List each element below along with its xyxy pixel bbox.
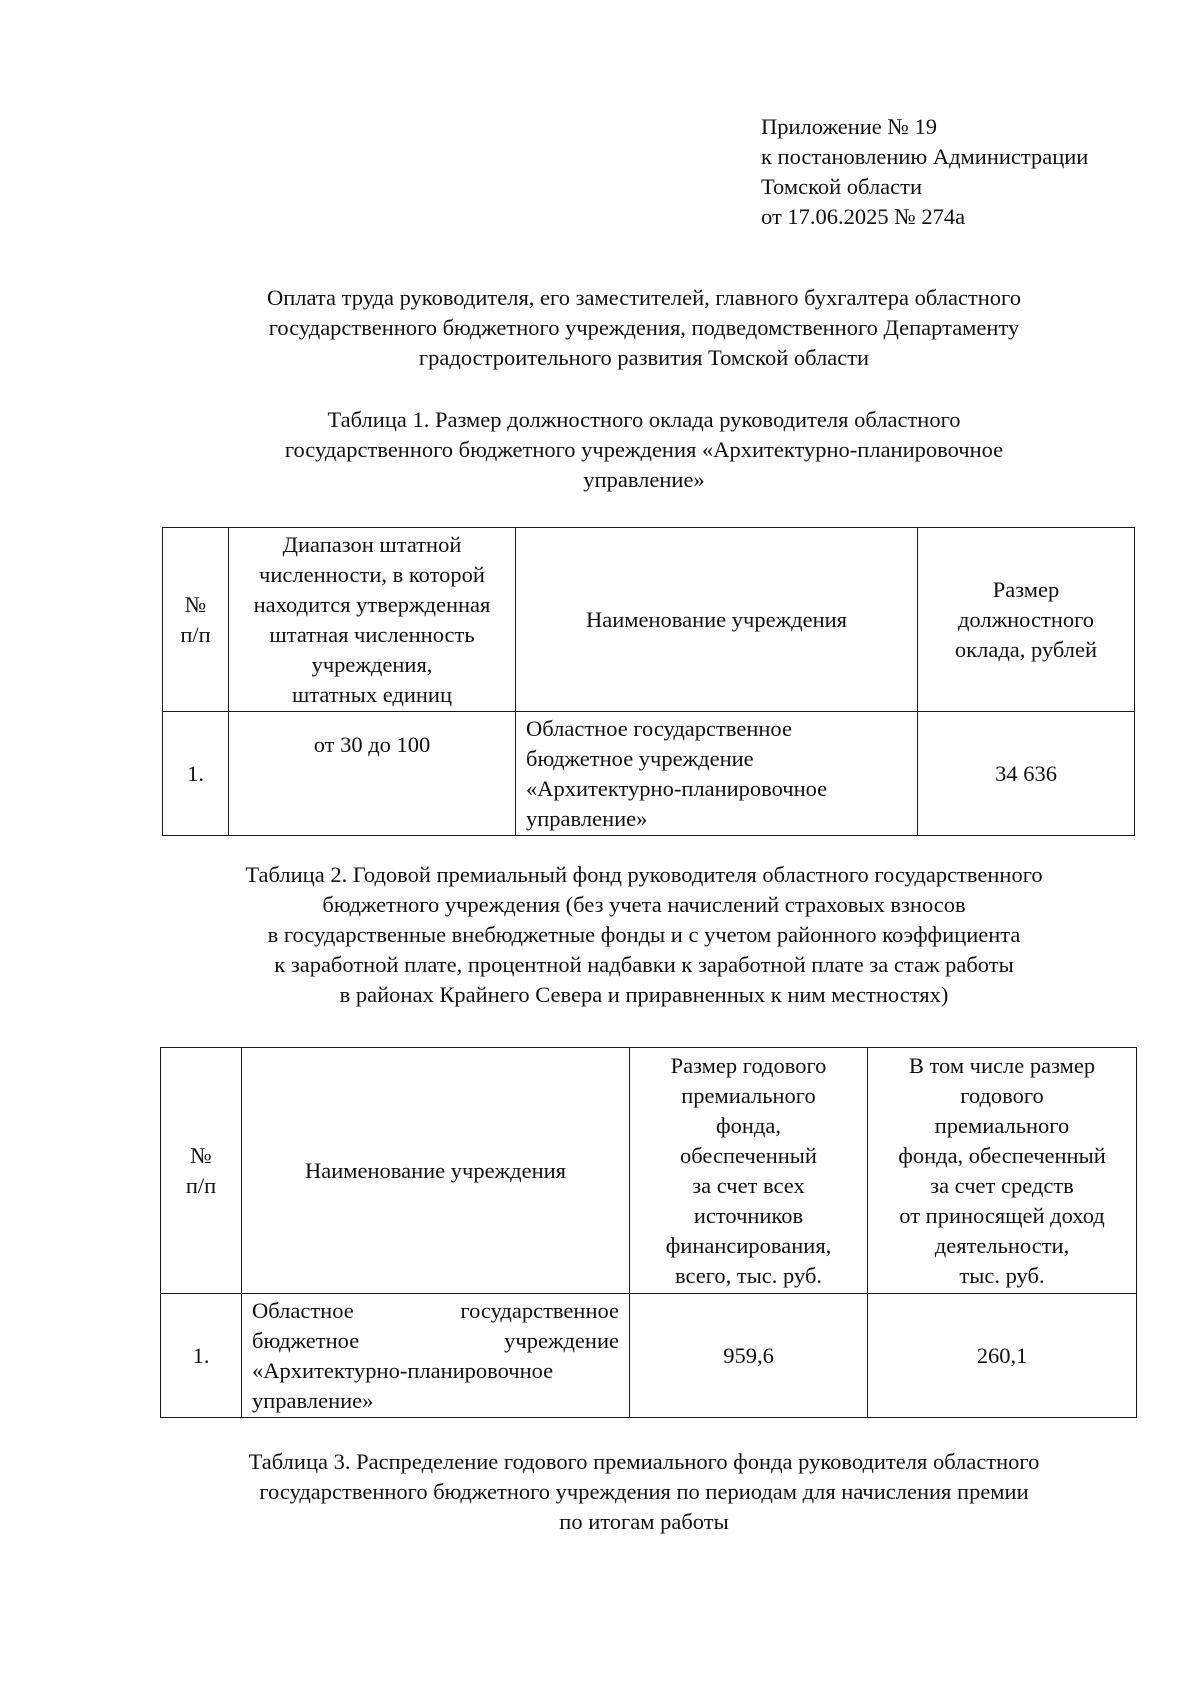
table1-cell-salary: 34 636 [918, 712, 1135, 836]
table2-cell-name-line: «Архитектурно-планировочное [252, 1357, 554, 1383]
table1-header-row [163, 528, 1135, 712]
document-title-line: государственного бюджетного учреждения, подведомственного Департаменту [268, 315, 1020, 340]
table1-header-range-line: находится утвержденная [253, 591, 491, 617]
table1-header-num-line: № [184, 591, 207, 617]
table1-header-num [163, 528, 229, 712]
table1 [162, 527, 1135, 836]
appendix-header-line: к постановлению Администрации [761, 144, 1089, 169]
table1-caption-line: государственного бюджетного учреждения «Архитектурно-планировочное [284, 437, 1004, 462]
appendix-header [761, 112, 1088, 232]
table2-header-total-line: источников [693, 1202, 804, 1228]
appendix-header-line: Приложение № 19 [761, 114, 937, 139]
table2-header-total-line: всего, тыс. руб. [674, 1262, 823, 1288]
table2-header-income-line: фонда, обеспеченный [898, 1142, 1106, 1168]
table1-header-range-line: численности, в которой [259, 561, 485, 587]
table2-caption-line: в районах Крайнего Севера и приравненных к ним местностях) [339, 982, 949, 1007]
table2-header-num-line: п/п [185, 1172, 217, 1198]
table-row [163, 712, 1135, 836]
table1-caption [100, 405, 1188, 495]
table1-header-salary-line: должностного [957, 606, 1095, 632]
table2-header-total-line: премиального [681, 1082, 816, 1108]
table3-caption [100, 1447, 1188, 1537]
table2-header-name: Наименование учреждения [242, 1048, 630, 1294]
table1-header-salary-line: Размер [992, 576, 1060, 602]
table2-cell-name-word: учреждение [504, 1327, 619, 1353]
table2-header-total-line: обеспеченный [680, 1142, 817, 1168]
table2-header-total-line: финансирования, [665, 1232, 832, 1258]
table2-caption-line: Таблица 2. Годовой премиальный фонд руководителя областного государственного [245, 862, 1043, 887]
table3-caption-line: по итогам работы [559, 1509, 729, 1534]
appendix-header-line: от 17.06.2025 № 274а [761, 204, 966, 229]
table1-cell-name-line: управление» [526, 805, 648, 831]
table2-header-num [161, 1048, 242, 1294]
table1-cell-name-line: Областное государственное [526, 715, 792, 741]
table1-header-range-line: Диапазон штатной [282, 531, 462, 557]
table2-cell-num: 1. [161, 1294, 242, 1418]
table1-cell-name-line: бюджетное учреждение [526, 745, 754, 771]
table2-cell-name-word: государственное [460, 1297, 619, 1323]
table2-header-income-line: за счет средств [930, 1172, 1074, 1198]
table1-cell-name [516, 712, 918, 836]
document-title-line: градостроительного развития Томской области [418, 345, 870, 370]
table2-cell-name-line [252, 1296, 619, 1326]
table1-header-range-line: штатная численность [269, 621, 475, 647]
table2-caption-line: бюджетного учреждения (без учета начислений страховых взносов [322, 892, 966, 917]
table2-cell-name-word: Областное [252, 1297, 354, 1323]
table2-cell-total: 959,6 [630, 1294, 868, 1418]
table1-cell-range: от 30 до 100 [229, 712, 516, 836]
table2-header-income-line: тыс. руб. [959, 1262, 1045, 1288]
table2-header-income-line: деятельности, [934, 1232, 1070, 1258]
table2 [160, 1047, 1137, 1418]
table2-header-income-line: годового [960, 1082, 1044, 1108]
table2-cell-name-word: бюджетное [252, 1327, 360, 1353]
table2-caption-line: в государственные внебюджетные фонды и с учетом районного коэффициента [267, 922, 1021, 947]
table3-caption-line: государственного бюджетного учреждения по периодам для начисления премии [259, 1479, 1029, 1504]
table2-cell-name-line: управление» [252, 1387, 374, 1413]
table2-header-income [868, 1048, 1137, 1294]
table1-header-range [229, 528, 516, 712]
table2-cell-name [242, 1294, 630, 1418]
table3-caption-line: Таблица 3. Распределение годового премиального фонда руководителя областного [248, 1449, 1040, 1474]
table1-header-range-line: учреждения, [311, 651, 433, 677]
table-row [161, 1294, 1137, 1418]
table1-header-name: Наименование учреждения [516, 528, 918, 712]
table2-header-total-line: Размер годового [670, 1052, 827, 1078]
table1-header-range-line: штатных единиц [291, 681, 452, 707]
table1-header-salary-line: оклада, рублей [954, 636, 1098, 662]
table2-caption [100, 860, 1188, 1010]
table2-cell-name-line [252, 1326, 619, 1356]
appendix-header-line: Томской области [761, 174, 923, 199]
table2-header-row [161, 1048, 1137, 1294]
table1-caption-line: управление» [583, 467, 705, 492]
table1-cell-num: 1. [163, 712, 229, 836]
table2-caption-line: к заработной плате, процентной надбавки к заработной плате за стаж работы [274, 952, 1014, 977]
table2-header-total-line: за счет всех [692, 1172, 805, 1198]
table2-header-income-line: от приносящей доход [899, 1202, 1105, 1228]
document-title-line: Оплата труда руководителя, его заместителей, главного бухгалтера областного [267, 285, 1021, 310]
table1-cell-name-line: «Архитектурно-планировочное [526, 775, 828, 801]
table2-header-total-line: фонда, [716, 1112, 781, 1138]
table1-header-salary [918, 528, 1135, 712]
table1-header-num-line: п/п [180, 621, 211, 647]
table2-header-num-line: № [190, 1142, 212, 1168]
table2-header-income-line: В том числе размер [908, 1052, 1096, 1078]
table2-header-total [630, 1048, 868, 1294]
table1-caption-line: Таблица 1. Размер должностного оклада руководителя областного [327, 407, 961, 432]
table2-cell-income: 260,1 [868, 1294, 1137, 1418]
document-title [100, 283, 1188, 373]
table2-header-income-line: премиального [934, 1112, 1070, 1138]
